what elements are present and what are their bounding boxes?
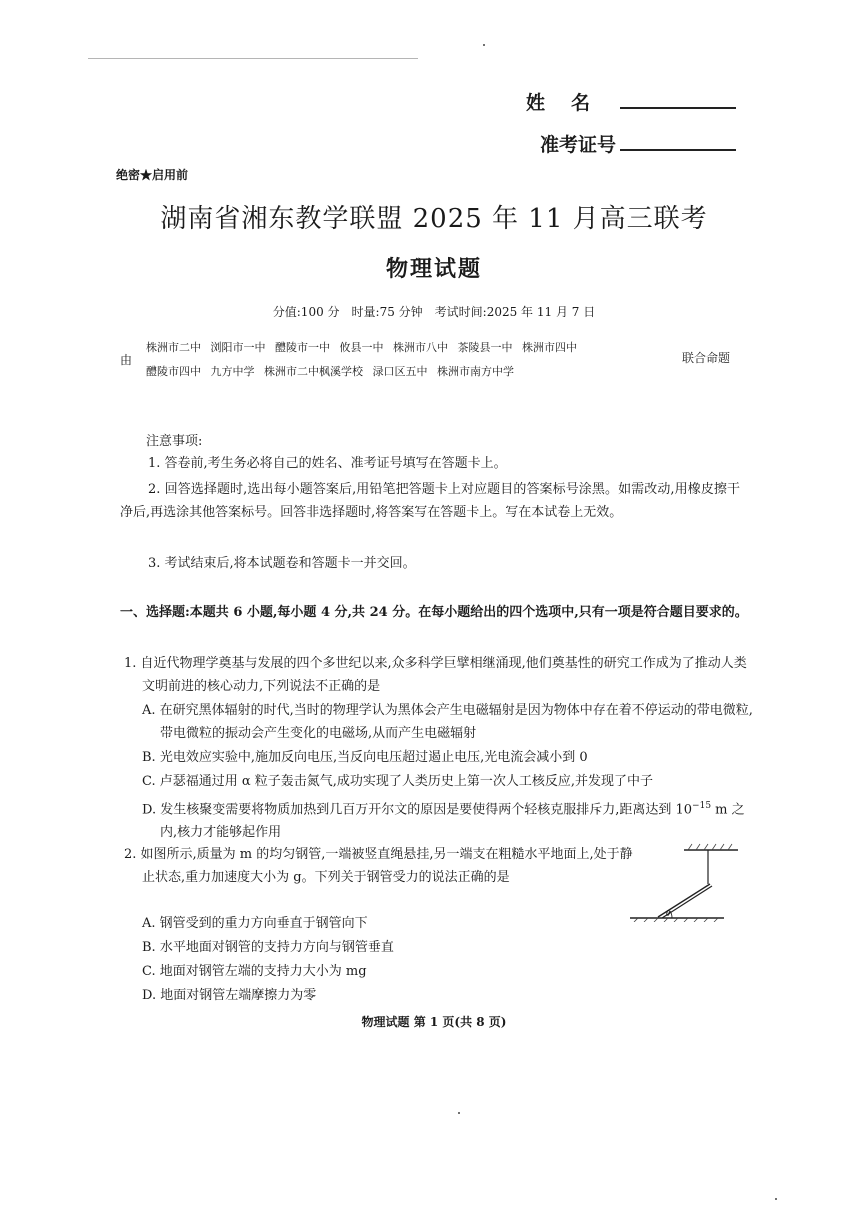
question-2-option-d: D. 地面对钢管左端摩擦力为零 (142, 988, 317, 1003)
question-2-option-b: B. 水平地面对钢管的支持力方向与钢管垂直 (142, 940, 394, 955)
name-label: 姓名 (525, 92, 616, 114)
school-row-2: 醴陵市四中 九方中学 株洲市二中枫溪学校 渌口区五中 株洲市南方中学 (146, 365, 514, 378)
ceiling-hatch (684, 844, 738, 850)
section-heading: 一、选择题:本题共 6 小题,每小题 4 分,共 24 分。在每小题给出的四个选项中,只有一项是符合题目要求的。 (120, 605, 748, 620)
option-d-text-end: m 之内,核力才能够起作用 (160, 802, 745, 841)
question-2-option-c: C. 地面对钢管左端的支持力大小为 mg (142, 964, 367, 979)
exam-meta: 分值:100 分 时量:75 分钟 考试时间:2025 年 11 月 7 日 (272, 305, 596, 319)
scan-speck (775, 1198, 777, 1200)
page-footer: 物理试题 第 1 页(共 8 页) (361, 1015, 507, 1029)
question-1-option-d (142, 795, 758, 844)
name-field (526, 88, 736, 115)
school-suffix: 联合命题 (682, 351, 731, 365)
school-list (120, 337, 760, 381)
school-prefix: 由 (120, 353, 133, 367)
note-2: 2. 回答选择题时,选出每小题答案后,用铅笔把答题卡上对应题目的答案标号涂黑。如需改动,用橡皮擦干净后,再选涂其他答案标号。回答非选择题时,将答案写在答题卡上。写在本试卷上无效。 (120, 482, 740, 520)
secret-mark: 绝密★启用前 (116, 168, 189, 182)
note-1: 1. 答卷前,考生务必将自己的姓名、准考证号填写在答题卡上。 (148, 456, 507, 471)
steel-pipe-figure (626, 838, 746, 922)
notes-title: 注意事项: (146, 434, 203, 449)
scan-speck (483, 44, 485, 46)
option-d-exponent: −15 (692, 801, 712, 811)
scan-artifact-line (88, 58, 418, 59)
question-1-option-b: B. 光电效应实验中,施加反向电压,当反向电压超过遏止电压,光电流会减小到 0 (142, 750, 588, 765)
angle-label: θ (666, 909, 670, 918)
ticket-blank (620, 133, 736, 151)
exam-title: 湖南省湘东教学联盟 2025 年 11 月高三联考 (160, 204, 708, 234)
name-blank (620, 91, 736, 109)
question-2-stem: 2. 如图所示,质量为 m 的均匀钢管,一端被竖直绳悬挂,另一端支在粗糙水平地面上,处于静止状态,重力加速度大小为 g。下列关于钢管受力的说法正确的是 (124, 847, 633, 885)
question-1-stem: 1. 自近代物理学奠基与发展的四个多世纪以来,众多科学巨擘相继涌现,他们奠基性的研究工作成为了推动人类文明前进的核心动力,下列说法不正确的是 (124, 656, 747, 694)
question-1-option-a: A. 在研究黑体辐射的时代,当时的物理学认为黑体会产生电磁辐射是因为物体中存在着不停运动的带电微粒,带电微粒的振动会产生变化的电磁场,从而产生电磁辐射 (142, 703, 753, 741)
question-1-option-c: C. 卢瑟福通过用 α 粒子轰击氮气,成功实现了人类历史上第一次人工核反应,并发现了中子 (142, 774, 654, 789)
ticket-field (540, 130, 736, 157)
question-2-option-a: A. 钢管受到的重力方向垂直于钢管向下 (142, 916, 368, 931)
school-row-1: 株洲市二中 浏阳市一中 醴陵市一中 攸县一中 株洲市八中 茶陵县一中 株洲市四中 (146, 341, 577, 354)
ticket-label: 准考证号 (539, 134, 616, 156)
ground-hatch (630, 918, 724, 922)
exam-subject: 物理试题 (385, 256, 482, 282)
option-d-text: D. 发生核聚变需要将物质加热到几百万开尔文的原因是要使得两个轻核克服排斥力,距离达到 10 (142, 802, 693, 818)
scan-speck (458, 1112, 460, 1114)
note-3: 3. 考试结束后,将本试题卷和答题卡一并交回。 (148, 556, 416, 571)
